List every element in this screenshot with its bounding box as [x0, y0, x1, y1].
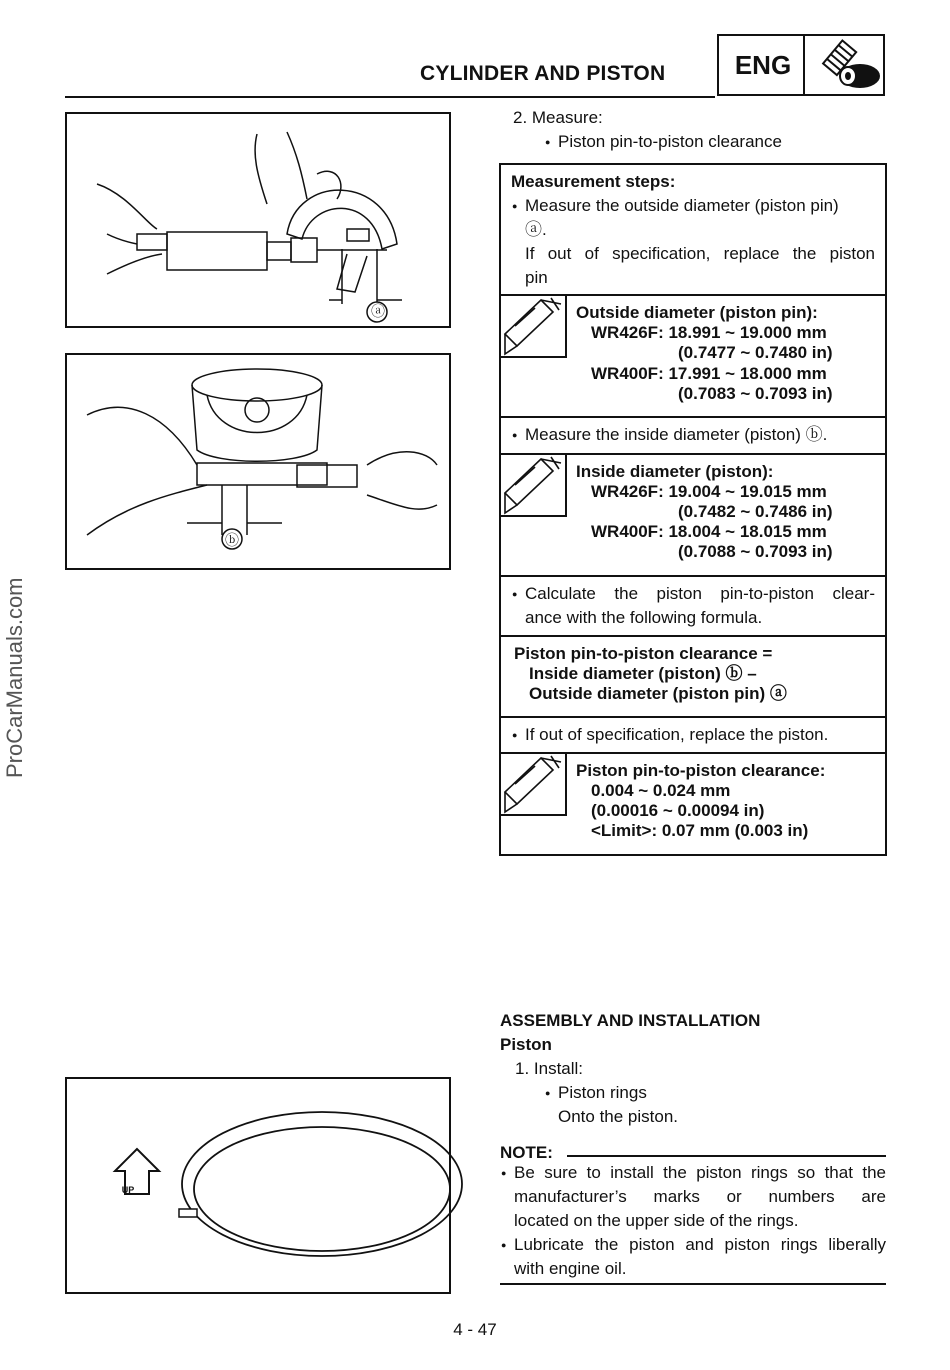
- install-item: ● Piston rings: [558, 1081, 647, 1105]
- caliper-icon: [501, 754, 565, 816]
- figure-label-a: ⓐ: [371, 303, 385, 319]
- note2-line2: with engine oil.: [514, 1259, 627, 1278]
- piston-bore-illustration: [67, 355, 449, 568]
- spec3-line1: 0.004 ~ 0.024 mm: [591, 781, 731, 800]
- spec1-line4: (0.7083 ~ 0.7093 in): [678, 384, 833, 403]
- spec1-line3: WR400F: 17.991 ~ 18.000 mm: [591, 364, 827, 383]
- divider: [499, 575, 887, 577]
- note-end-rule: [500, 1283, 886, 1285]
- icon-underline: [499, 515, 567, 517]
- spec3-line2: (0.00016 ~ 0.00094 in): [591, 801, 765, 820]
- watermark: ProCarManuals.com: [2, 577, 27, 778]
- note1-line2: manufacturer’s marks or numbers are: [514, 1187, 886, 1206]
- step3-line2: ance with the following formula.: [525, 608, 763, 627]
- step1-line1: ● Measure the outside diameter (piston pin): [525, 194, 875, 218]
- measure-step: 2. Measure:: [513, 108, 603, 127]
- divider: [499, 635, 887, 637]
- formula-line3: Outside diameter (piston pin) ⓐ: [529, 684, 787, 703]
- up-mark-label: UP: [121, 1185, 135, 1195]
- header-rule: [65, 96, 715, 98]
- install-step: 1. Install:: [515, 1059, 584, 1078]
- icon-underline: [499, 356, 567, 358]
- caliper-icon: [501, 296, 565, 358]
- section-tab-label: ENG: [734, 50, 792, 80]
- formula-line1: Piston pin-to-piston clearance =: [514, 644, 773, 663]
- step2: ● Measure the inside diameter (piston) ⓑ.: [525, 423, 827, 447]
- step4: ● If out of specification, replace the piston.: [525, 723, 828, 747]
- figure-label-b: ⓑ: [225, 532, 239, 548]
- icon-divider: [565, 296, 567, 358]
- note-rule: [567, 1155, 886, 1157]
- icon-divider: [565, 754, 567, 816]
- spec1-line2: (0.7477 ~ 0.7480 in): [678, 343, 833, 362]
- spec2-line3: WR400F: 18.004 ~ 18.015 mm: [591, 522, 827, 541]
- spec2-line1: WR426F: 19.004 ~ 19.015 mm: [591, 482, 827, 501]
- measure-item: ● Piston pin-to-piston clearance: [558, 130, 782, 154]
- note1-line3: located on the upper side of the rings.: [514, 1211, 799, 1230]
- step1-line3: If out of specification, replace the piston: [525, 244, 875, 263]
- micrometer-pin-illustration: [67, 114, 449, 326]
- assembly-heading: ASSEMBLY AND INSTALLATION: [500, 1011, 761, 1030]
- step1-line4: pin: [525, 268, 548, 287]
- caliper-icon: [501, 455, 565, 517]
- spec2-line2: (0.7482 ~ 0.7486 in): [678, 502, 833, 521]
- divider: [499, 716, 887, 718]
- spec1-title: Outside diameter (piston pin):: [576, 303, 818, 322]
- spec3-title: Piston pin-to-piston clearance:: [576, 761, 826, 780]
- spec1-line1: WR426F: 18.991 ~ 19.000 mm: [591, 323, 827, 342]
- note2-line1: ● Lubricate the piston and piston rings liberally: [514, 1233, 886, 1257]
- spec2-title: Inside diameter (piston):: [576, 462, 774, 481]
- note-label: NOTE:: [500, 1143, 553, 1162]
- section-tab-divider: [803, 34, 805, 96]
- icon-underline: [499, 814, 567, 816]
- icon-divider: [565, 455, 567, 517]
- spec3-line3: <Limit>: 0.07 mm (0.003 in): [591, 821, 809, 840]
- page-title: CYLINDER AND PISTON: [420, 62, 666, 85]
- page-number: 4 - 47: [453, 1320, 497, 1339]
- install-item-note: Onto the piston.: [558, 1107, 679, 1126]
- engine-bolt-icon: [810, 40, 882, 92]
- note1-line1: ● Be sure to install the piston rings so that the: [514, 1161, 886, 1185]
- step1-line2: ⓐ.: [525, 220, 547, 239]
- box-heading: Measurement steps:: [511, 172, 676, 191]
- step3-line1: ● Calculate the piston pin-to-piston clear-: [525, 582, 875, 606]
- assembly-subheading: Piston: [500, 1035, 552, 1054]
- formula-line2: Inside diameter (piston) ⓑ –: [529, 664, 757, 683]
- spec2-line4: (0.7088 ~ 0.7093 in): [678, 542, 833, 561]
- divider: [499, 416, 887, 418]
